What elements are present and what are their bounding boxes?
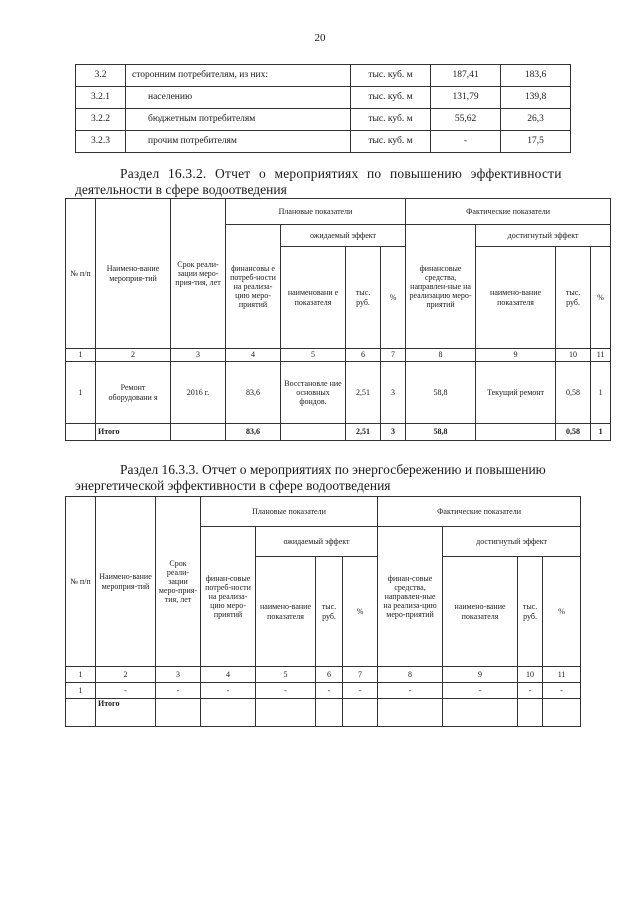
cell-indicator-actual: - [443, 683, 518, 699]
total-row [66, 424, 611, 441]
cell-pct: 3 [381, 362, 406, 424]
row-unit: тыс. куб. м [351, 87, 431, 109]
col-number: 6 [346, 349, 381, 362]
row-value-2: 26,3 [501, 109, 571, 131]
header-planned: Плановые показатели [201, 497, 378, 527]
cell-empty [543, 699, 581, 727]
col-number: 10 [518, 667, 543, 683]
header-term: Срок реали-зации меро-прия-тия, лет [171, 199, 226, 349]
header-percent: % [381, 247, 406, 349]
row-number: 3.2 [76, 65, 126, 87]
col-number: 5 [281, 349, 346, 362]
row-unit: тыс. куб. м [351, 131, 431, 153]
row-unit: тыс. куб. м [351, 65, 431, 87]
total-fin-actual: 58,8 [406, 424, 476, 441]
cell-empty [156, 699, 201, 727]
col-number: 4 [201, 667, 256, 683]
total-row [66, 699, 581, 727]
cell-term: - [156, 683, 201, 699]
col-number: 8 [378, 667, 443, 683]
col-number: 6 [316, 667, 343, 683]
cell-term: 2016 г. [171, 362, 226, 424]
header-achieved-effect: достигнутый эффект [476, 225, 611, 247]
col-number: 7 [381, 349, 406, 362]
cell-name: Ремонт оборудовани я [96, 362, 171, 424]
col-number: 9 [443, 667, 518, 683]
table-row [76, 131, 571, 153]
consumption-table [75, 64, 571, 153]
header-fin-actual: финансовые средства, направлен-ные на реализацию меро-приятий [406, 225, 476, 349]
row-number: 3.2.1 [76, 87, 126, 109]
cell-fin-actual: - [378, 683, 443, 699]
cell-fin: 83,6 [226, 362, 281, 424]
energy-saving-report-table [65, 496, 581, 727]
col-number: 1 [66, 667, 96, 683]
header-indicator: наименовани е показателя [281, 247, 346, 349]
section-title-line-1: Раздел 16.3.2. Отчет о мероприятиях по повышению эффективности [120, 166, 562, 181]
header-percent-actual: % [591, 247, 611, 349]
row-value-1: - [431, 131, 501, 153]
cell-rub: - [316, 683, 343, 699]
cell-empty [343, 699, 378, 727]
column-number-row [66, 349, 611, 362]
header-fin-planned: финансовы е потреб-ности на реализа-цию меро-приятий [226, 225, 281, 349]
cell-empty [201, 699, 256, 727]
col-number: 1 [66, 349, 96, 362]
row-value-2: 183,6 [501, 65, 571, 87]
col-number: 8 [406, 349, 476, 362]
table-row [66, 683, 581, 699]
row-name: прочим потребителям [126, 131, 351, 153]
header-indicator: наимено-вание показателя [256, 557, 316, 667]
cell-rub-actual: - [518, 683, 543, 699]
cell-pct-actual: - [543, 683, 581, 699]
header-thous-rub-actual: тыс. руб. [518, 557, 543, 667]
header-thous-rub: тыс. руб. [346, 247, 381, 349]
header-fin-planned: финан-совые потреб-ности на реализа-цию меро-приятий [201, 527, 256, 667]
efficiency-report-table [65, 198, 611, 441]
cell-pct-actual: 1 [591, 362, 611, 424]
row-name: населению [126, 87, 351, 109]
cell-rub-actual: 0,58 [556, 362, 591, 424]
total-pct-actual: 1 [591, 424, 611, 441]
row-number: 3.2.2 [76, 109, 126, 131]
header-expected-effect: ожидаемый эффект [281, 225, 406, 247]
total-rub: 2,51 [346, 424, 381, 441]
header-num: № п/п [66, 199, 96, 349]
section-heading-16-3-3 [75, 462, 570, 494]
section-title-line-2: энергетической эффективности в сфере водоотведения [75, 478, 391, 493]
total-pct: 3 [381, 424, 406, 441]
table-row [76, 109, 571, 131]
header-row [66, 199, 611, 225]
cell-empty [476, 424, 556, 441]
cell-fin-actual: 58,8 [406, 362, 476, 424]
cell-rub: 2,51 [346, 362, 381, 424]
cell-indicator: - [256, 683, 316, 699]
cell-empty [171, 424, 226, 441]
row-unit: тыс. куб. м [351, 109, 431, 131]
cell-empty [443, 699, 518, 727]
col-number: 9 [476, 349, 556, 362]
header-indicator-actual: наимено-вание показателя [443, 557, 518, 667]
cell-indicator-actual: Текущий ремонт [476, 362, 556, 424]
total-rub-actual: 0,58 [556, 424, 591, 441]
header-expected-effect: ожидаемый эффект [256, 527, 378, 557]
row-value-1: 55,62 [431, 109, 501, 131]
row-value-2: 17,5 [501, 131, 571, 153]
column-number-row [66, 667, 581, 683]
col-number: 3 [156, 667, 201, 683]
cell-empty [66, 699, 96, 727]
header-row [66, 497, 581, 527]
col-number: 2 [96, 349, 171, 362]
cell-empty [256, 699, 316, 727]
cell-fin: - [201, 683, 256, 699]
header-thous-rub-actual: тыс. руб. [556, 247, 591, 349]
cell-empty [66, 424, 96, 441]
cell-empty [281, 424, 346, 441]
header-indicator-actual: наимено-вание показателя [476, 247, 556, 349]
header-actual: Фактические показатели [406, 199, 611, 225]
cell-indicator: Восстановле ние основных фондов. [281, 362, 346, 424]
cell-num: 1 [66, 683, 96, 699]
header-percent: % [343, 557, 378, 667]
col-number: 11 [591, 349, 611, 362]
header-actual: Фактические показатели [378, 497, 581, 527]
cell-pct: - [343, 683, 378, 699]
col-number: 5 [256, 667, 316, 683]
header-planned: Плановые показатели [226, 199, 406, 225]
table-row [76, 65, 571, 87]
total-fin: 83,6 [226, 424, 281, 441]
cell-empty [316, 699, 343, 727]
cell-empty [378, 699, 443, 727]
row-value-2: 139,8 [501, 87, 571, 109]
header-name: Наимено-вание мероприя-тий [96, 497, 156, 667]
total-label: Итого [96, 424, 171, 441]
header-fin-actual: финан-совые средства, направлен-ные на реализа-цию меро-приятий [378, 527, 443, 667]
table-row [76, 87, 571, 109]
row-value-1: 131,79 [431, 87, 501, 109]
section-title-line-1: Раздел 16.3.3. Отчет о мероприятиях по энергосбережению и повышению [120, 462, 546, 477]
row-name: сторонним потребителям, из них: [126, 65, 351, 87]
section-title-line-2: деятельности в сфере водоотведения [75, 182, 287, 197]
page-number: 20 [314, 32, 326, 44]
col-number: 10 [556, 349, 591, 362]
col-number: 3 [171, 349, 226, 362]
header-thous-rub: тыс. руб. [316, 557, 343, 667]
header-name: Наимено-вание мероприя-тий [96, 199, 171, 349]
row-name: бюджетным потребителям [126, 109, 351, 131]
table-row [66, 362, 611, 424]
header-achieved-effect: достигнутый эффект [443, 527, 581, 557]
row-value-1: 187,41 [431, 65, 501, 87]
col-number: 4 [226, 349, 281, 362]
cell-name: - [96, 683, 156, 699]
row-number: 3.2.3 [76, 131, 126, 153]
cell-empty [518, 699, 543, 727]
section-heading-16-3-2 [75, 166, 570, 198]
header-percent-actual: % [543, 557, 581, 667]
header-term: Срок реали-зации меро-прия-тия, лет [156, 497, 201, 667]
cell-num: 1 [66, 362, 96, 424]
total-label: Итого [96, 699, 156, 727]
col-number: 7 [343, 667, 378, 683]
col-number: 11 [543, 667, 581, 683]
col-number: 2 [96, 667, 156, 683]
header-num: № п/п [66, 497, 96, 667]
